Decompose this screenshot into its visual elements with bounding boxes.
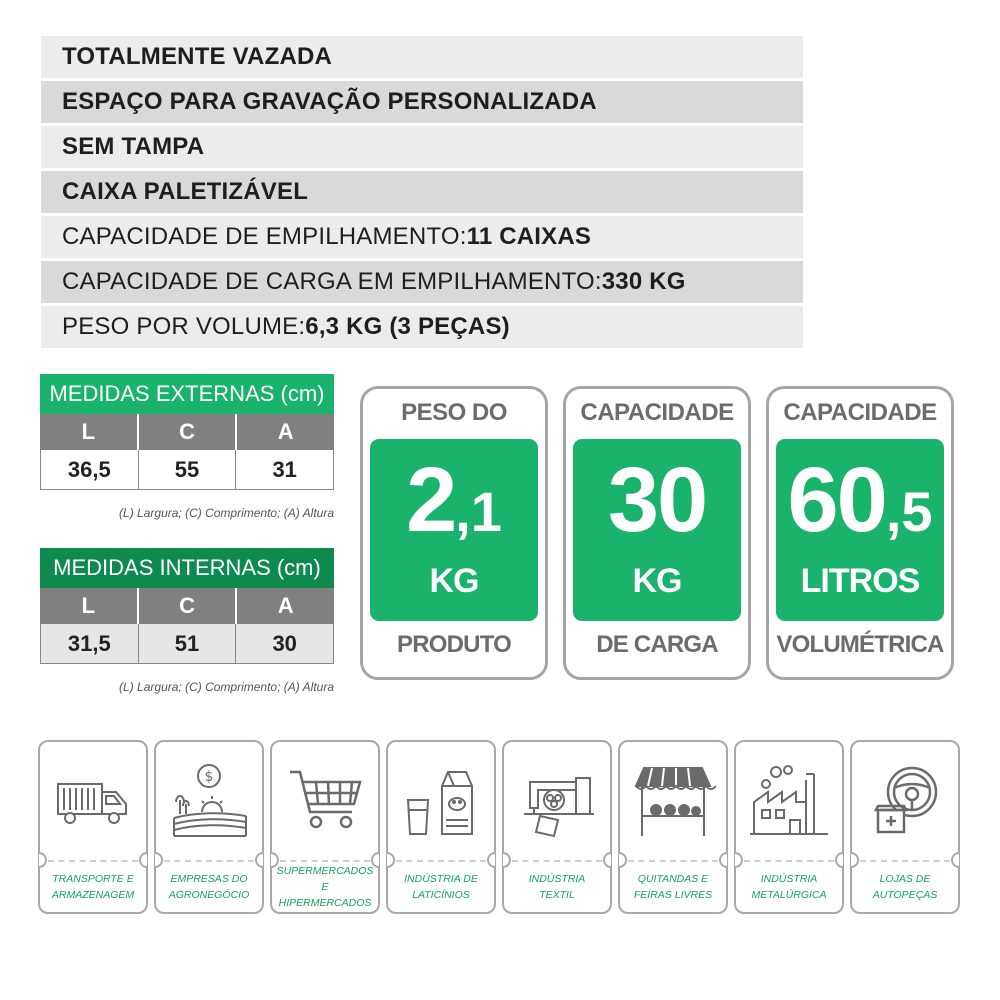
card-value-decimal: ,5: [885, 480, 933, 543]
header-cell: A: [277, 593, 294, 618]
auto-parts-icon: [862, 756, 948, 842]
card-value-decimal: ,1: [455, 480, 502, 543]
external-dimensions-values: [40, 450, 334, 490]
industry-label: INDÚSTRIA METALÚRGICA: [751, 873, 827, 901]
feature-row: [41, 171, 803, 213]
card-value-panel: [370, 439, 538, 621]
card-value: [573, 445, 741, 567]
feature-row: [41, 81, 803, 123]
value-cell: 51: [139, 624, 237, 663]
dimensions-legend-note: (L) Largura; (C) Comprimento; (A) Altura: [119, 506, 334, 520]
feature-value: 11 CAIXAS: [466, 223, 592, 250]
shopping-cart-icon: [282, 756, 368, 842]
feature-value: 6,3 KG (3 PEÇAS): [305, 313, 510, 340]
feature-row: [41, 126, 803, 168]
feature-row: [41, 36, 803, 78]
card-top-label: CAPACIDADE: [783, 399, 937, 426]
feature-row: [41, 306, 803, 348]
industry-ticket-agronegocio: [154, 740, 264, 914]
card-unit: KG: [429, 562, 479, 600]
value-cell: 31: [272, 456, 297, 482]
industry-ticket-autopecas: [850, 740, 960, 914]
volume-capacity-card: [766, 386, 954, 680]
value-cell: 36,5: [41, 450, 139, 489]
card-top-label: PESO DO: [401, 399, 507, 426]
header-cell: L: [40, 588, 139, 624]
market-stall-icon: [630, 756, 716, 842]
feature-text: TOTALMENTE VAZADA: [62, 43, 333, 70]
industry-ticket-laticinios: [386, 740, 496, 914]
card-value-panel: [573, 439, 741, 621]
svg-text:$: $: [204, 769, 214, 785]
feature-row: [41, 261, 803, 303]
value-cell: 55: [139, 450, 237, 489]
features-list: [41, 36, 803, 351]
header-cell: A: [277, 419, 294, 444]
feature-text: ESPAÇO PARA GRAVAÇÃO PERSONALIZADA: [62, 88, 597, 115]
value-cell: 30: [272, 630, 297, 656]
feature-label: CAPACIDADE DE EMPILHAMENTO:: [62, 223, 467, 250]
header-cell: L: [40, 414, 139, 450]
industry-ticket-transporte: [38, 740, 148, 914]
load-capacity-card: [563, 386, 751, 680]
industry-label: INDÚSTRIA DE LATICÍNIOS: [404, 873, 478, 901]
internal-dimensions-values: [40, 624, 334, 664]
truck-icon: [50, 756, 136, 842]
feature-row: [41, 216, 803, 258]
card-value: [776, 445, 944, 567]
feature-label: PESO POR VOLUME:: [62, 313, 306, 340]
feature-text: CAIXA PALETIZÁVEL: [62, 178, 309, 205]
sewing-machine-icon: [514, 756, 600, 842]
card-top-label: CAPACIDADE: [580, 399, 734, 426]
card-bottom-label: DE CARGA: [596, 631, 718, 658]
industry-ticket-textil: [502, 740, 612, 914]
card-value-main: 2: [406, 449, 456, 551]
card-value-panel: [776, 439, 944, 621]
industry-label: QUITANDAS E FEIRAS LIVRES: [633, 873, 713, 901]
card-value-main: 30: [607, 449, 707, 551]
product-weight-card: [360, 386, 548, 680]
agro-icon: [166, 756, 252, 842]
card-value-main: 60: [787, 449, 886, 551]
industry-ticket-metalurgica: [734, 740, 844, 914]
card-value: [370, 445, 538, 567]
feature-text: SEM TAMPA: [62, 133, 205, 160]
factory-icon: [746, 756, 832, 842]
external-dimensions-table: [40, 374, 334, 520]
card-bottom-label: VOLUMÉTRICA: [776, 631, 944, 658]
industry-label: SUPERMERCADOS E HIPERMERCADOS: [276, 865, 374, 909]
industry-label: EMPRESAS DO AGRONEGÓCIO: [168, 873, 250, 901]
header-cell: C: [139, 588, 238, 624]
industry-label: INDÚSTRIA TEXTIL: [528, 873, 586, 901]
value-cell: 31,5: [41, 624, 139, 663]
industry-label: LOJAS DE AUTOPEÇAS: [872, 873, 938, 901]
dimensions-legend-note: (L) Largura; (C) Comprimento; (A) Altura: [119, 680, 334, 694]
card-unit: LITROS: [800, 562, 920, 600]
feature-label: CAPACIDADE DE CARGA EM EMPILHAMENTO:: [62, 268, 602, 295]
internal-dimensions-table: [40, 548, 334, 694]
external-dimensions-title: MEDIDAS EXTERNAS (cm): [40, 374, 334, 414]
industry-ticket-quitandas: [618, 740, 728, 914]
internal-dimensions-header: [40, 588, 334, 624]
feature-value: 330 KG: [601, 268, 686, 295]
external-dimensions-header: [40, 414, 334, 450]
industry-ticket-supermercados: [270, 740, 380, 914]
card-bottom-label: PRODUTO: [397, 631, 511, 658]
card-unit: KG: [632, 562, 682, 600]
industry-label: TRANSPORTE E ARMAZENAGEM: [51, 873, 135, 901]
header-cell: C: [139, 414, 238, 450]
dairy-icon: [398, 756, 484, 842]
internal-dimensions-title: MEDIDAS INTERNAS (cm): [40, 548, 334, 588]
